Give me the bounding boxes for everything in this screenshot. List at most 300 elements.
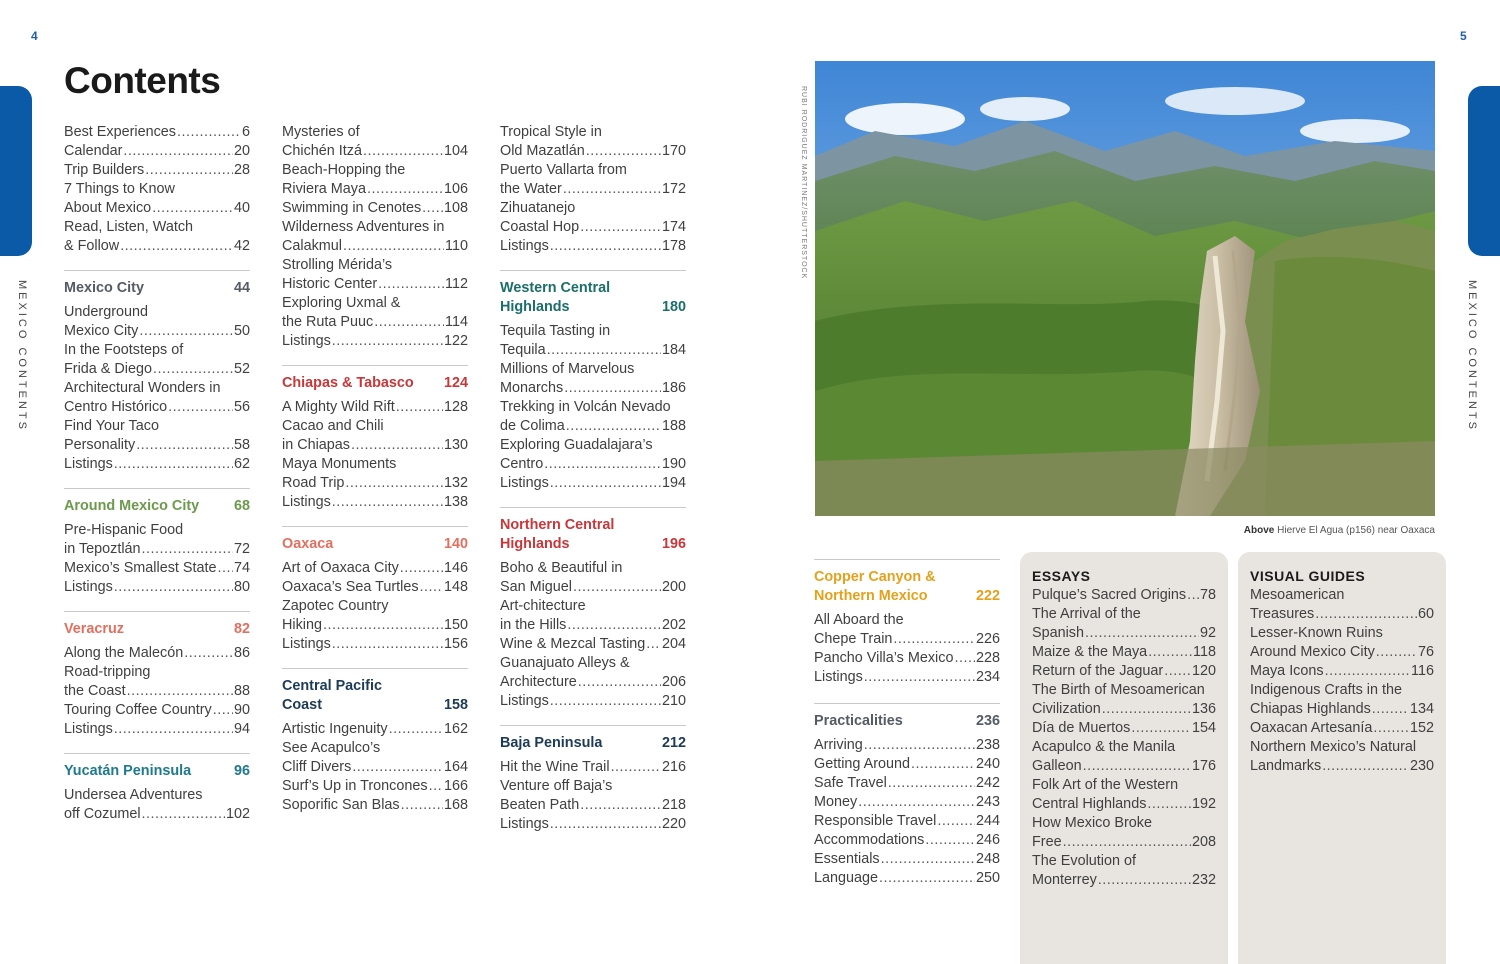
toc-entry[interactable]	[282, 256, 468, 294]
dot-leader	[184, 644, 233, 663]
toc-entry[interactable]	[1250, 586, 1434, 624]
toc-entry-line	[282, 758, 468, 777]
toc-entry-title: Artistic Ingenuity	[282, 721, 388, 737]
toc-entry-title: Centro Histórico	[64, 399, 168, 415]
dot-leader	[911, 755, 975, 774]
toc-entry[interactable]	[500, 474, 686, 493]
toc-entry[interactable]	[64, 663, 250, 701]
toc-entry[interactable]	[64, 417, 250, 455]
toc-entry[interactable]	[814, 774, 1000, 793]
toc-page-number: 246	[975, 832, 1000, 848]
toc-entry-line	[282, 275, 468, 294]
chapter-tab-left	[0, 86, 32, 256]
section-entry-list	[814, 736, 1000, 888]
toc-page-number: 110	[445, 238, 468, 254]
toc-entry-title: Acapulco & the Manila	[1032, 739, 1176, 755]
toc-entry-line	[814, 774, 1000, 793]
toc-entry-line	[64, 322, 250, 341]
toc-entry-title: Listings	[64, 721, 113, 737]
section-title: Western Central Highlands	[500, 280, 611, 315]
toc-entry-title: de Colima	[500, 418, 565, 434]
toc-page-number: 250	[975, 870, 1000, 886]
toc-entry-line	[500, 673, 686, 692]
toc-page-number: 94	[233, 721, 250, 737]
section-heading[interactable]	[64, 620, 250, 639]
dot-leader	[367, 180, 443, 199]
toc-entry-title: Art of Oaxaca City	[282, 560, 399, 576]
section-heading[interactable]	[64, 762, 250, 781]
dot-leader	[566, 417, 661, 436]
toc-entry-title: In the Footsteps of	[64, 342, 184, 358]
toc-entry-title: Return of the Jaguar	[1032, 663, 1164, 679]
toc-entry-line	[814, 831, 1000, 850]
toc-entry[interactable]	[814, 755, 1000, 774]
toc-entry-line	[500, 142, 686, 161]
toc-entry-line	[64, 578, 250, 597]
dot-leader	[218, 559, 233, 578]
toc-entry-title: Arriving	[814, 737, 863, 753]
toc-intro-list	[500, 123, 686, 256]
section-page-number: 212	[661, 735, 686, 751]
photo-caption	[1244, 525, 1435, 536]
toc-entry-line	[64, 142, 250, 161]
toc-entry-line	[1250, 719, 1434, 738]
toc-entry[interactable]	[64, 303, 250, 341]
toc-entry-title: Día de Muertos	[1032, 720, 1131, 736]
section-entry-list	[814, 611, 1000, 687]
toc-page-number: 118	[1193, 644, 1216, 660]
toc-entry-line	[64, 720, 250, 739]
dot-leader	[168, 398, 233, 417]
toc-entry[interactable]	[282, 417, 468, 455]
toc-entry-line	[282, 455, 468, 474]
section-entry-list	[500, 322, 686, 493]
toc-entry-line	[1250, 643, 1434, 662]
toc-entry[interactable]	[814, 736, 1000, 755]
section-entry-list	[64, 303, 250, 474]
toc-entry[interactable]	[1032, 643, 1216, 662]
toc-entry-title: Hit the Wine Trail	[500, 759, 610, 775]
caption-lead: Above	[1243, 525, 1275, 536]
toc-entry[interactable]	[500, 436, 686, 474]
toc-entry[interactable]	[282, 597, 468, 635]
toc-page-number: 92	[1199, 625, 1216, 641]
toc-entry[interactable]	[282, 720, 468, 739]
toc-entry[interactable]	[500, 559, 686, 597]
section-page-number: 236	[975, 713, 1000, 729]
toc-entry-line	[282, 123, 468, 142]
toc-entry-title: the Water	[500, 181, 562, 197]
toc-entry[interactable]	[64, 123, 250, 142]
toc-entry-line	[282, 720, 468, 739]
toc-entry-title: Listings	[500, 475, 549, 491]
toc-entry[interactable]	[500, 692, 686, 711]
toc-entry[interactable]	[814, 850, 1000, 869]
toc-entry[interactable]	[1250, 719, 1434, 738]
dot-leader	[564, 379, 661, 398]
toc-entry-title: Wine & Mezcal Tasting	[500, 636, 646, 652]
toc-entry[interactable]	[64, 218, 250, 256]
toc-entry-title: Cacao and Chili	[282, 418, 384, 434]
toc-page-number: 154	[1191, 720, 1216, 736]
toc-entry-line	[814, 668, 1000, 687]
running-head-left: MEXICO CONTENTS	[16, 280, 28, 432]
toc-entry[interactable]	[64, 521, 250, 559]
toc-entry-title: Riviera Maya	[282, 181, 366, 197]
toc-entry-title: the Coast	[64, 683, 126, 699]
toc-entry-title: Chichén Itzá	[282, 143, 362, 159]
toc-entry-title: Oaxaca’s Sea Turtles	[282, 579, 419, 595]
toc-entry[interactable]	[814, 668, 1000, 687]
toc-entry-line	[500, 758, 686, 777]
toc-page-number: 176	[1191, 758, 1216, 774]
toc-entry[interactable]	[282, 635, 468, 654]
toc-page-number: 130	[443, 437, 468, 453]
toc-entry-line	[500, 417, 686, 436]
toc-entry-line	[282, 436, 468, 455]
toc-page-number: 178	[661, 238, 686, 254]
toc-page-number: 72	[233, 541, 250, 557]
toc-entry[interactable]	[500, 635, 686, 654]
toc-entry-line	[282, 218, 468, 237]
toc-entry-line	[282, 237, 468, 256]
toc-entry-line	[64, 237, 250, 256]
toc-entry[interactable]	[814, 869, 1000, 888]
toc-section-mexico-city	[64, 270, 250, 474]
toc-entry-line	[282, 417, 468, 436]
toc-entry[interactable]	[500, 237, 686, 256]
toc-entry-line	[64, 180, 250, 199]
toc-entry[interactable]	[1250, 681, 1434, 719]
section-entry-list	[282, 720, 468, 815]
section-page-number: 96	[233, 763, 250, 779]
toc-entry-line	[500, 474, 686, 493]
toc-entry-line	[1032, 738, 1216, 757]
toc-entry-title: Pulque’s Sacred Origins	[1032, 587, 1187, 603]
toc-entry[interactable]	[1250, 662, 1434, 681]
toc-entry-line	[814, 850, 1000, 869]
dot-leader	[550, 474, 661, 493]
toc-entry[interactable]	[500, 597, 686, 635]
toc-entry[interactable]	[64, 161, 250, 180]
section-heading[interactable]	[64, 279, 250, 298]
toc-entry-line	[282, 578, 468, 597]
page-title: Contents	[64, 60, 221, 101]
toc-page-number: 170	[661, 143, 686, 159]
toc-page-number: 90	[233, 702, 250, 718]
toc-entry[interactable]	[500, 123, 686, 161]
toc-entry[interactable]	[1032, 852, 1216, 890]
section-title: Central Pacific Coast	[282, 678, 382, 713]
toc-page-number: 104	[443, 143, 468, 159]
section-page-number: 44	[233, 280, 250, 296]
toc-page-number: 243	[975, 794, 1000, 810]
section-heading[interactable]	[500, 279, 686, 317]
toc-entry[interactable]	[1032, 738, 1216, 776]
section-page-number: 68	[233, 498, 250, 514]
section-heading[interactable]	[64, 497, 250, 516]
dot-leader	[573, 578, 661, 597]
photo-credit: RUBI RODRIGUEZ MARTINEZ/SHUTTERSTOCK	[800, 86, 807, 280]
toc-entry-title: All Aboard the	[814, 612, 904, 628]
toc-entry[interactable]	[1032, 776, 1216, 814]
dot-leader	[142, 805, 225, 824]
toc-entry[interactable]	[282, 777, 468, 796]
toc-entry-title: A Mighty Wild Rift	[282, 399, 395, 415]
toc-entry-title: Spanish	[1032, 625, 1085, 641]
toc-entry[interactable]	[282, 493, 468, 512]
toc-entry[interactable]	[282, 218, 468, 256]
section-heading[interactable]	[500, 734, 686, 753]
toc-entry-line	[500, 398, 686, 417]
toc-page-number: 238	[975, 737, 1000, 753]
toc-entry-line	[814, 630, 1000, 649]
toc-entry-title: Chiapas Highlands	[1250, 701, 1371, 717]
toc-column-3	[500, 123, 686, 834]
toc-page-number: 216	[661, 759, 686, 775]
section-title: Oaxaca	[282, 536, 334, 552]
section-title: Baja Peninsula	[500, 735, 603, 751]
toc-entry-line	[64, 303, 250, 322]
toc-page-number: 194	[661, 475, 686, 491]
toc-entry-line	[500, 815, 686, 834]
section-page-number: 196	[661, 536, 686, 552]
dot-leader	[352, 758, 443, 777]
toc-entry-line	[282, 739, 468, 758]
toc-entry-title: Chepe Train	[814, 631, 893, 647]
toc-entry-line	[64, 161, 250, 180]
toc-entry-line	[64, 341, 250, 360]
toc-page-number: 120	[1191, 663, 1216, 679]
toc-entry-title: Read, Listen, Watch	[64, 219, 194, 235]
toc-entry-title: Listings	[64, 456, 113, 472]
toc-entry-title: The Arrival of the	[1032, 606, 1141, 622]
toc-entry[interactable]	[814, 812, 1000, 831]
toc-page-number: 162	[443, 721, 468, 737]
toc-section-copper-canyon	[814, 559, 1000, 687]
toc-entry[interactable]	[282, 796, 468, 815]
dot-leader	[1148, 643, 1192, 662]
toc-entry-title: in the Hills	[500, 617, 567, 633]
toc-page-number: 228	[975, 650, 1000, 666]
toc-entry-title: Civilization	[1032, 701, 1101, 717]
dot-leader	[1325, 662, 1410, 681]
toc-entry-title: Mexico’s Smallest State	[64, 560, 217, 576]
toc-entry[interactable]	[282, 559, 468, 578]
toc-entry-line	[500, 161, 686, 180]
essays-box	[1020, 552, 1228, 964]
toc-entry[interactable]	[500, 777, 686, 815]
toc-entry-line	[282, 199, 468, 218]
section-entry-list	[64, 786, 250, 824]
toc-entry-title: Mesoamerican	[1250, 587, 1345, 603]
toc-entry[interactable]	[500, 322, 686, 360]
toc-entry-line	[814, 793, 1000, 812]
toc-entry-title: Puerto Vallarta from	[500, 162, 627, 178]
toc-entry-title: Soporific San Blas	[282, 797, 400, 813]
toc-entry[interactable]	[500, 815, 686, 834]
toc-page-number: 56	[233, 399, 250, 415]
toc-entry-title: Tequila	[500, 342, 546, 358]
section-entry-list	[282, 398, 468, 512]
toc-page-number: 50	[233, 323, 250, 339]
toc-page-number: 42	[233, 238, 250, 254]
toc-entry[interactable]	[64, 142, 250, 161]
toc-entry[interactable]	[64, 455, 250, 474]
toc-page-number: 136	[1191, 701, 1216, 717]
toc-section-practicalities	[814, 703, 1000, 888]
toc-entry[interactable]	[1032, 662, 1216, 681]
toc-entry[interactable]	[814, 793, 1000, 812]
toc-page-number: 248	[975, 851, 1000, 867]
dot-leader	[578, 673, 661, 692]
toc-entry[interactable]	[282, 123, 468, 161]
section-heading[interactable]	[282, 677, 468, 715]
toc-entry-title: Road Trip	[282, 475, 345, 491]
dot-leader	[1372, 700, 1409, 719]
toc-entry[interactable]	[64, 379, 250, 417]
toc-entry-title: 7 Things to Know	[64, 181, 175, 197]
section-title: Northern Central Highlands	[500, 517, 615, 552]
toc-entry[interactable]	[64, 720, 250, 739]
toc-entry-line	[64, 644, 250, 663]
dot-leader	[1187, 586, 1199, 605]
essays-list	[1032, 586, 1216, 890]
toc-entry-title: Oaxacan Artesanía	[1250, 720, 1373, 736]
toc-entry-line	[1032, 624, 1216, 643]
toc-entry[interactable]	[1250, 738, 1434, 776]
toc-entry-line	[1032, 681, 1216, 700]
dot-leader	[1315, 605, 1417, 624]
toc-entry[interactable]	[64, 341, 250, 379]
toc-section-yucatan	[64, 753, 250, 824]
toc-entry[interactable]	[1032, 719, 1216, 738]
hero-photo	[815, 61, 1435, 516]
toc-page-number: 78	[1199, 587, 1216, 603]
toc-entry-line	[814, 649, 1000, 668]
toc-page-number: 232	[1191, 872, 1216, 888]
toc-page-number: 218	[661, 797, 686, 813]
section-heading[interactable]	[814, 712, 1000, 731]
toc-page-number: 190	[661, 456, 686, 472]
toc-page-number: 234	[975, 669, 1000, 685]
section-entry-list	[500, 559, 686, 711]
landscape-illustration	[815, 61, 1435, 516]
toc-entry[interactable]	[282, 199, 468, 218]
dot-leader	[550, 815, 661, 834]
toc-entry-title: Boho & Beautiful in	[500, 560, 623, 576]
dot-leader	[400, 559, 443, 578]
toc-entry-title: Pancho Villa’s Mexico	[814, 650, 954, 666]
toc-entry-title: Listings	[814, 669, 863, 685]
toc-entry[interactable]	[64, 644, 250, 663]
toc-entry-line	[1032, 795, 1216, 814]
section-heading[interactable]	[814, 568, 1000, 606]
dot-leader	[1083, 757, 1191, 776]
toc-entry-line	[500, 180, 686, 199]
dot-leader	[396, 398, 443, 417]
toc-entry[interactable]	[1032, 586, 1216, 605]
toc-entry[interactable]	[64, 786, 250, 824]
toc-entry[interactable]	[500, 654, 686, 692]
toc-entry[interactable]	[282, 455, 468, 493]
toc-entry-line	[1032, 605, 1216, 624]
dot-leader	[611, 758, 661, 777]
toc-entry[interactable]	[500, 161, 686, 199]
toc-entry[interactable]	[814, 649, 1000, 668]
dot-leader	[332, 332, 443, 351]
toc-entry-title: off Cozumel	[64, 806, 141, 822]
toc-page-number: 28	[233, 162, 250, 178]
toc-page-number: 186	[661, 380, 686, 396]
section-heading[interactable]	[282, 535, 468, 554]
toc-entry[interactable]	[500, 758, 686, 777]
toc-page-number: 40	[233, 200, 250, 216]
toc-entry-title: Historic Center	[282, 276, 378, 292]
toc-entry[interactable]	[282, 161, 468, 199]
toc-entry-line	[282, 313, 468, 332]
toc-entry-title: & Follow	[64, 238, 120, 254]
toc-entry[interactable]	[282, 578, 468, 597]
toc-entry[interactable]	[500, 199, 686, 237]
dot-leader	[1147, 795, 1191, 814]
dot-leader	[123, 142, 233, 161]
section-heading[interactable]	[500, 516, 686, 554]
dot-leader	[114, 578, 233, 597]
toc-entry[interactable]	[500, 398, 686, 436]
toc-page-number: 20	[233, 143, 250, 159]
dot-leader	[550, 237, 661, 256]
toc-entry-line	[282, 256, 468, 275]
toc-entry[interactable]	[282, 332, 468, 351]
toc-entry[interactable]	[1032, 681, 1216, 719]
toc-page-number: 60	[1417, 606, 1434, 622]
toc-entry[interactable]	[64, 701, 250, 720]
toc-entry[interactable]	[282, 294, 468, 332]
toc-entry-title: Find Your Taco	[64, 418, 159, 434]
section-page-number: 180	[661, 299, 686, 315]
toc-entry-title: Calakmul	[282, 238, 342, 254]
toc-page-number: 204	[661, 636, 686, 652]
section-heading[interactable]	[282, 374, 468, 393]
toc-entry-title: Treasures	[1250, 606, 1315, 622]
toc-page-number: 240	[975, 756, 1000, 772]
toc-entry[interactable]	[1250, 624, 1434, 662]
toc-entry-line	[282, 398, 468, 417]
toc-entry[interactable]	[1032, 605, 1216, 643]
toc-page-number: 152	[1409, 720, 1434, 736]
toc-entry[interactable]	[64, 559, 250, 578]
toc-page-number: 168	[443, 797, 468, 813]
dot-leader	[1102, 700, 1191, 719]
toc-column-4	[814, 545, 1000, 888]
toc-entry[interactable]	[814, 831, 1000, 850]
toc-entry[interactable]	[282, 739, 468, 777]
toc-section-chiapas-tabasco	[282, 365, 468, 512]
dot-leader	[544, 455, 661, 474]
toc-entry-line	[64, 455, 250, 474]
toc-entry[interactable]	[500, 360, 686, 398]
toc-entry[interactable]	[814, 611, 1000, 649]
toc-entry[interactable]	[64, 578, 250, 597]
toc-entry-line	[64, 701, 250, 720]
toc-entry-line	[500, 777, 686, 796]
toc-entry[interactable]	[1032, 814, 1216, 852]
toc-entry[interactable]	[64, 180, 250, 218]
dot-leader	[177, 123, 241, 142]
toc-entry[interactable]	[282, 398, 468, 417]
toc-entry-line	[814, 869, 1000, 888]
